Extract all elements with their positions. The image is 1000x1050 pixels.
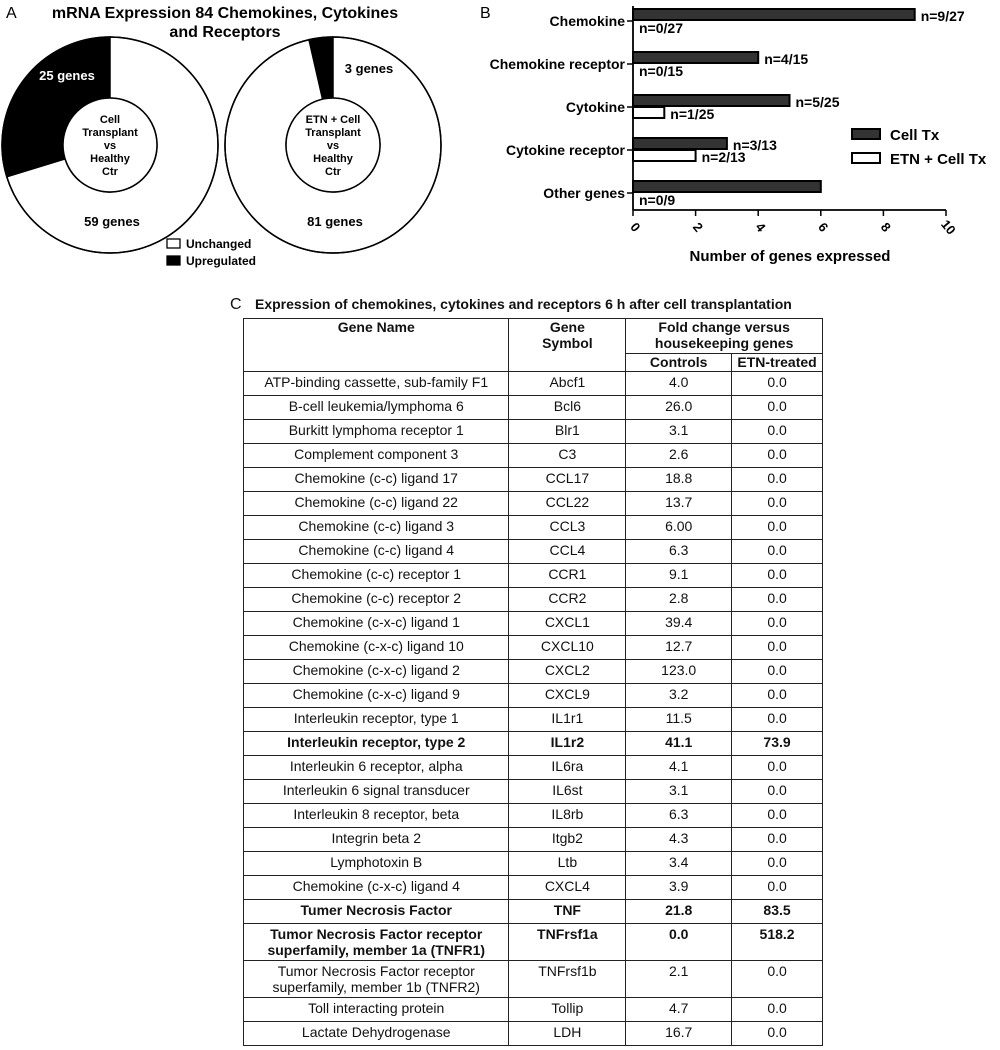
bar-cell-tx bbox=[633, 9, 915, 20]
table-row bbox=[244, 420, 823, 444]
cell-etn-treated: 83.5 bbox=[732, 900, 823, 924]
cell-gene-symbol: CXCL10 bbox=[509, 636, 626, 660]
table-row bbox=[244, 756, 823, 780]
cell-gene-name: B-cell leukemia/lymphoma 6 bbox=[244, 396, 509, 420]
category-label: Chemokine bbox=[549, 13, 625, 29]
cell-etn-treated: 0.0 bbox=[732, 540, 823, 564]
cell-gene-name: Interleukin 6 signal transducer bbox=[244, 780, 509, 804]
table-row bbox=[244, 636, 823, 660]
bar-value-label: n=4/15 bbox=[764, 51, 809, 67]
bar-value-label: n=1/25 bbox=[670, 106, 715, 122]
cell-gene-symbol: CXCL1 bbox=[509, 612, 626, 636]
table-row bbox=[244, 492, 823, 516]
legend-upregulated-label: Upregulated bbox=[186, 254, 257, 268]
cell-gene-name: Chemokine (c-x-c) ligand 9 bbox=[244, 684, 509, 708]
category-label: Other genes bbox=[543, 185, 625, 201]
cell-gene-name: Tumer Necrosis Factor bbox=[244, 900, 509, 924]
donut-center-label: vs bbox=[103, 140, 117, 152]
panel-a-title-line2: and Receptors bbox=[169, 24, 281, 41]
table-row bbox=[244, 876, 823, 900]
table-row bbox=[244, 732, 823, 756]
cell-etn-treated: 0.0 bbox=[732, 660, 823, 684]
gene-expression-table bbox=[243, 318, 823, 1046]
cell-etn-treated: 518.2 bbox=[732, 924, 823, 961]
table-row bbox=[244, 780, 823, 804]
cell-gene-symbol: Bcl6 bbox=[509, 396, 626, 420]
cell-controls: 21.8 bbox=[626, 900, 732, 924]
cell-gene-symbol: Tollip bbox=[509, 998, 626, 1022]
cell-etn-treated: 0.0 bbox=[732, 998, 823, 1022]
cell-gene-name: Toll interacting protein bbox=[244, 998, 509, 1022]
donut-center-label: Ctr bbox=[102, 166, 118, 178]
panel-b bbox=[480, 0, 1000, 280]
donut-center-label: Healthy bbox=[90, 153, 130, 165]
table-row bbox=[244, 998, 823, 1022]
table-row bbox=[244, 708, 823, 732]
header-gene-name: Gene Name bbox=[244, 319, 509, 372]
cell-gene-symbol: Ltb bbox=[509, 852, 626, 876]
header-gene-symbol: Gene Symbol bbox=[509, 319, 626, 372]
cell-etn-treated: 0.0 bbox=[732, 396, 823, 420]
cell-gene-symbol: IL1r2 bbox=[509, 732, 626, 756]
table-row bbox=[244, 804, 823, 828]
header-controls: Controls bbox=[626, 354, 732, 372]
x-tick-label: 8 bbox=[877, 219, 894, 235]
cell-gene-name: Chemokine (c-c) ligand 17 bbox=[244, 468, 509, 492]
category-label: Chemokine receptor bbox=[489, 56, 625, 72]
cell-controls: 4.3 bbox=[626, 828, 732, 852]
cell-gene-name: Interleukin receptor, type 1 bbox=[244, 708, 509, 732]
cell-controls: 4.7 bbox=[626, 998, 732, 1022]
cell-controls: 16.7 bbox=[626, 1022, 732, 1046]
cell-controls: 4.1 bbox=[626, 756, 732, 780]
panel-a bbox=[0, 0, 470, 280]
cell-etn-treated: 0.0 bbox=[732, 444, 823, 468]
donut-center-label: ETN + Cell bbox=[305, 114, 361, 126]
cell-gene-symbol: IL6ra bbox=[509, 756, 626, 780]
cell-etn-treated: 0.0 bbox=[732, 564, 823, 588]
table-row bbox=[244, 1022, 823, 1046]
donut-center-label: Cell bbox=[99, 114, 121, 126]
cell-controls: 3.2 bbox=[626, 684, 732, 708]
cell-gene-symbol: C3 bbox=[509, 444, 626, 468]
cell-controls: 18.8 bbox=[626, 468, 732, 492]
category-label: Cytokine receptor bbox=[505, 142, 625, 158]
bar-chart-genes-expressed bbox=[490, 6, 987, 265]
bar-value-label: n=5/25 bbox=[795, 94, 840, 110]
cell-controls: 3.1 bbox=[626, 420, 732, 444]
cell-etn-treated: 0.0 bbox=[732, 516, 823, 540]
table-row bbox=[244, 564, 823, 588]
donut-center-label: Ctr bbox=[325, 166, 341, 178]
gene-table-body bbox=[244, 372, 823, 1046]
cell-gene-symbol: TNFrsf1b bbox=[509, 961, 626, 998]
cell-controls: 2.1 bbox=[626, 961, 732, 998]
donut-center-label: Healthy bbox=[313, 153, 353, 165]
table-row bbox=[244, 372, 823, 396]
cell-controls: 123.0 bbox=[626, 660, 732, 684]
table-row bbox=[244, 961, 823, 998]
table-row bbox=[244, 516, 823, 540]
cell-gene-name: Tumor Necrosis Factor receptor superfamily, member 1a (TNFR1) bbox=[244, 924, 509, 961]
x-tick-label: 0 bbox=[627, 219, 644, 235]
legend-label-cell-tx: Cell Tx bbox=[890, 127, 940, 144]
cell-gene-name: Chemokine (c-x-c) ligand 10 bbox=[244, 636, 509, 660]
bar-value-label: n=3/13 bbox=[732, 137, 777, 153]
cell-gene-name: Complement component 3 bbox=[244, 444, 509, 468]
donut-slice-label: 3 genes bbox=[344, 61, 394, 76]
table-row bbox=[244, 684, 823, 708]
panel-b-letter: B bbox=[480, 5, 491, 22]
cell-etn-treated: 0.0 bbox=[732, 372, 823, 396]
legend-swatch-etn-cell-tx bbox=[852, 153, 880, 163]
cell-gene-symbol: CCR2 bbox=[509, 588, 626, 612]
cell-etn-treated: 0.0 bbox=[732, 804, 823, 828]
cell-gene-name: Interleukin receptor, type 2 bbox=[244, 732, 509, 756]
bar-cell-tx bbox=[633, 181, 821, 192]
cell-etn-treated: 0.0 bbox=[732, 1022, 823, 1046]
table-row bbox=[244, 468, 823, 492]
cell-controls: 4.0 bbox=[626, 372, 732, 396]
panel-a-title-line1: mRNA Expression 84 Chemokines, Cytokines bbox=[51, 5, 399, 22]
cell-controls: 13.7 bbox=[626, 492, 732, 516]
legend-unchanged-label: Unchanged bbox=[186, 237, 252, 251]
cell-etn-treated: 0.0 bbox=[732, 588, 823, 612]
donut-center-label: vs bbox=[326, 140, 340, 152]
cell-controls: 9.1 bbox=[626, 564, 732, 588]
cell-gene-symbol: CCL17 bbox=[509, 468, 626, 492]
x-tick-label: 2 bbox=[689, 219, 707, 235]
cell-gene-name: Chemokine (c-c) ligand 22 bbox=[244, 492, 509, 516]
cell-controls: 41.1 bbox=[626, 732, 732, 756]
cell-gene-symbol: CXCL9 bbox=[509, 684, 626, 708]
table-row bbox=[244, 852, 823, 876]
cell-gene-name: Chemokine (c-x-c) ligand 1 bbox=[244, 612, 509, 636]
cell-controls: 3.1 bbox=[626, 780, 732, 804]
cell-gene-name: Interleukin 6 receptor, alpha bbox=[244, 756, 509, 780]
cell-etn-treated: 0.0 bbox=[732, 961, 823, 998]
cell-etn-treated: 0.0 bbox=[732, 420, 823, 444]
cell-gene-symbol: LDH bbox=[509, 1022, 626, 1046]
cell-gene-name: Interleukin 8 receptor, beta bbox=[244, 804, 509, 828]
cell-controls: 6.3 bbox=[626, 804, 732, 828]
cell-etn-treated: 0.0 bbox=[732, 876, 823, 900]
cell-controls: 2.6 bbox=[626, 444, 732, 468]
cell-etn-treated: 0.0 bbox=[732, 828, 823, 852]
cell-gene-name: Lymphotoxin B bbox=[244, 852, 509, 876]
table-row bbox=[244, 588, 823, 612]
cell-controls: 2.8 bbox=[626, 588, 732, 612]
bar-value-label: n=2/13 bbox=[701, 149, 746, 165]
cell-etn-treated: 0.0 bbox=[732, 852, 823, 876]
legend-upregulated-swatch bbox=[167, 256, 180, 265]
cell-gene-symbol: IL6st bbox=[509, 780, 626, 804]
cell-gene-symbol: CCL4 bbox=[509, 540, 626, 564]
x-tick-label: 6 bbox=[815, 219, 832, 235]
table-row bbox=[244, 828, 823, 852]
bar-value-label: n=0/15 bbox=[639, 63, 683, 79]
x-tick-label: 10 bbox=[938, 216, 959, 238]
cell-gene-name: Lactate Dehydrogenase bbox=[244, 1022, 509, 1046]
bar-value-label: n=9/27 bbox=[920, 8, 965, 24]
donut-slice-label: 81 genes bbox=[307, 214, 363, 229]
bar-value-label: n=0/9 bbox=[639, 192, 676, 208]
table-row bbox=[244, 924, 823, 961]
gene-table-container bbox=[243, 318, 823, 1046]
cell-etn-treated: 0.0 bbox=[732, 468, 823, 492]
cell-gene-name: Integrin beta 2 bbox=[244, 828, 509, 852]
table-row bbox=[244, 900, 823, 924]
cell-gene-symbol: CCL22 bbox=[509, 492, 626, 516]
header-etn-treated: ETN-treated bbox=[732, 354, 823, 372]
legend-unchanged-swatch bbox=[167, 239, 180, 248]
cell-gene-symbol: TNF bbox=[509, 900, 626, 924]
bar-cell-tx bbox=[633, 138, 727, 149]
x-tick-label: 4 bbox=[752, 219, 769, 235]
cell-controls: 0.0 bbox=[626, 924, 732, 961]
table-row bbox=[244, 660, 823, 684]
cell-gene-symbol: Abcf1 bbox=[509, 372, 626, 396]
legend-swatch-cell-tx bbox=[852, 129, 880, 139]
table-row bbox=[244, 612, 823, 636]
cell-controls: 6.3 bbox=[626, 540, 732, 564]
cell-controls: 39.4 bbox=[626, 612, 732, 636]
bar-value-label: n=0/27 bbox=[639, 20, 683, 36]
cell-controls: 3.4 bbox=[626, 852, 732, 876]
table-row bbox=[244, 444, 823, 468]
x-axis-title: Number of genes expressed bbox=[689, 248, 891, 265]
cell-controls: 6.00 bbox=[626, 516, 732, 540]
table-row bbox=[244, 396, 823, 420]
panel-a-letter: A bbox=[6, 5, 17, 22]
cell-gene-name: Chemokine (c-c) ligand 3 bbox=[244, 516, 509, 540]
cell-gene-name: Chemokine (c-c) receptor 2 bbox=[244, 588, 509, 612]
donut-slice-label: 25 genes bbox=[39, 68, 95, 83]
donut-slice-label: 59 genes bbox=[84, 214, 140, 229]
cell-gene-name: Chemokine (c-c) receptor 1 bbox=[244, 564, 509, 588]
cell-etn-treated: 73.9 bbox=[732, 732, 823, 756]
cell-etn-treated: 0.0 bbox=[732, 780, 823, 804]
cell-controls: 11.5 bbox=[626, 708, 732, 732]
donut-center-label: Transplant bbox=[82, 127, 138, 139]
cell-controls: 3.9 bbox=[626, 876, 732, 900]
cell-gene-name: Burkitt lymphoma receptor 1 bbox=[244, 420, 509, 444]
cell-gene-name: Chemokine (c-x-c) ligand 4 bbox=[244, 876, 509, 900]
donut-center-label: Transplant bbox=[305, 127, 361, 139]
cell-gene-name: Chemokine (c-x-c) ligand 2 bbox=[244, 660, 509, 684]
cell-controls: 12.7 bbox=[626, 636, 732, 660]
cell-gene-symbol: IL1r1 bbox=[509, 708, 626, 732]
donut-chart-etn-cell-transplant bbox=[225, 37, 441, 253]
cell-gene-symbol: Blr1 bbox=[509, 420, 626, 444]
cell-gene-symbol: IL8rb bbox=[509, 804, 626, 828]
panel-c-letter: C bbox=[230, 296, 242, 313]
bar-etn-cell-tx bbox=[633, 107, 664, 118]
cell-etn-treated: 0.0 bbox=[732, 684, 823, 708]
table-title: Expression of chemokines, cytokines and receptors 6 h after cell transplantation bbox=[255, 296, 792, 312]
bar-cell-tx bbox=[633, 95, 790, 106]
legend-label-etn-cell-tx: ETN + Cell Tx bbox=[890, 151, 987, 168]
cell-etn-treated: 0.0 bbox=[732, 708, 823, 732]
cell-gene-symbol: CXCL2 bbox=[509, 660, 626, 684]
cell-etn-treated: 0.0 bbox=[732, 636, 823, 660]
bar-cell-tx bbox=[633, 52, 758, 63]
cell-gene-name: ATP-binding cassette, sub-family F1 bbox=[244, 372, 509, 396]
cell-etn-treated: 0.0 bbox=[732, 756, 823, 780]
cell-etn-treated: 0.0 bbox=[732, 492, 823, 516]
category-label: Cytokine bbox=[565, 99, 625, 115]
header-fold-change: Fold change versus housekeeping genes bbox=[626, 319, 823, 354]
cell-gene-symbol: CXCL4 bbox=[509, 876, 626, 900]
cell-gene-symbol: CCL3 bbox=[509, 516, 626, 540]
cell-gene-symbol: CCR1 bbox=[509, 564, 626, 588]
cell-gene-symbol: TNFrsf1a bbox=[509, 924, 626, 961]
table-row bbox=[244, 540, 823, 564]
cell-gene-symbol: Itgb2 bbox=[509, 828, 626, 852]
bar-etn-cell-tx bbox=[633, 150, 696, 161]
cell-etn-treated: 0.0 bbox=[732, 612, 823, 636]
cell-gene-name: Chemokine (c-c) ligand 4 bbox=[244, 540, 509, 564]
cell-gene-name: Tumor Necrosis Factor receptor superfamily, member 1b (TNFR2) bbox=[244, 961, 509, 998]
donut-chart-cell-transplant bbox=[2, 37, 218, 253]
cell-controls: 26.0 bbox=[626, 396, 732, 420]
